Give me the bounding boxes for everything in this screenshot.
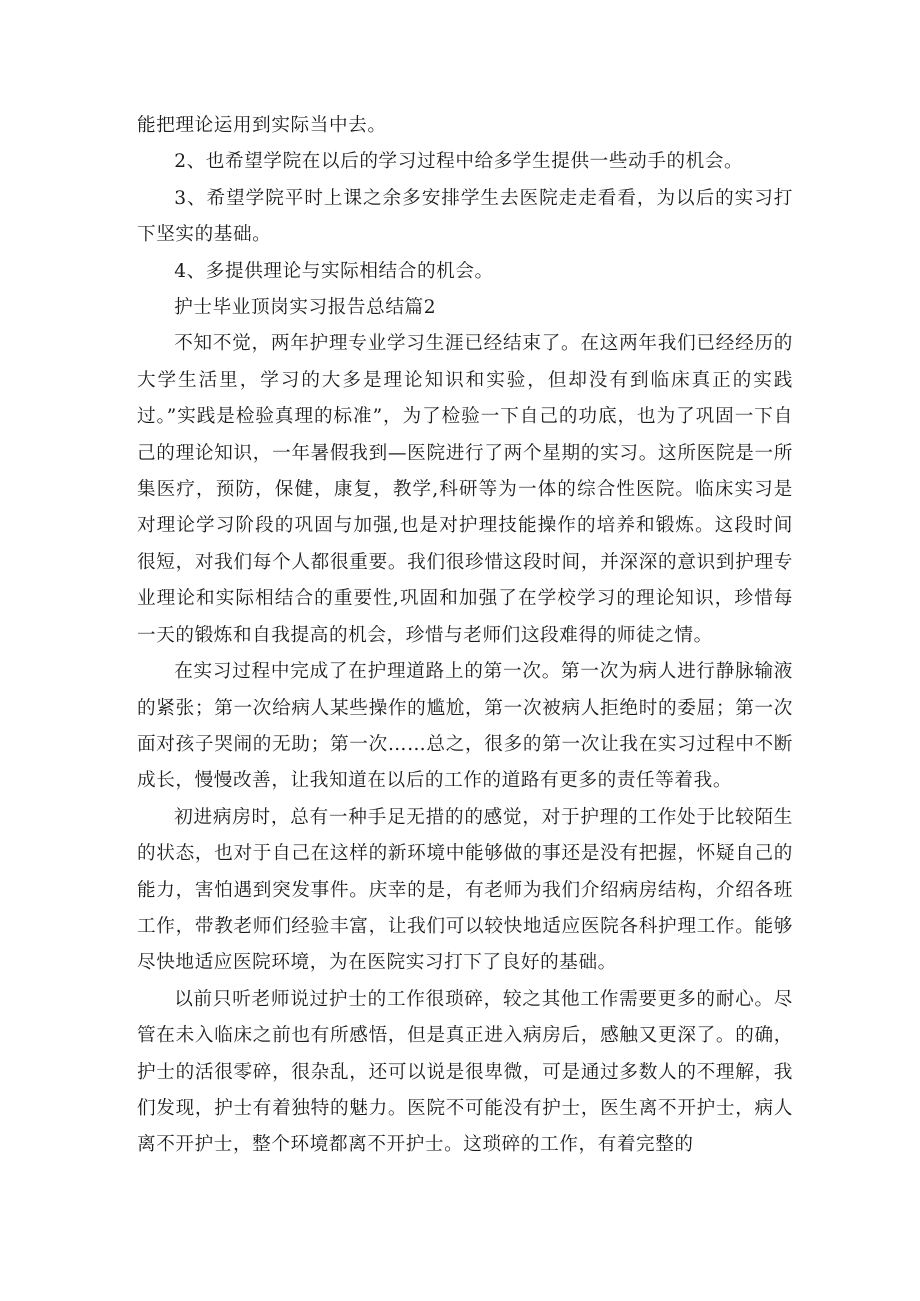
paragraph-intro: 不知不觉，两年护理专业学习生涯已经结束了。在这两年我们已经经历的大学生活里，学习的大多是理论知识和实验，但却没有到临床真正的实践过。”实践是检验真理的标准”，为了检验一下自己的功底，也为了巩固一下自己的理论知识，一年暑假我到—医院进行了两个星期的实习。这所医院是一所集医疗，预防，保健，康复，教学,科研等为一体的综合性医院。临床实习是对理论学习阶段的巩固与加强,也是对护理技能操作的培养和锻炼。这段时间很短，对我们每个人都很重要。我们很珍惜这段时间，并深深的意识到护理专业理论和实际相结合的重要性,巩固和加强了在学校学习的理论知识，珍惜每一天的锻炼和自我提高的机会，珍惜与老师们这段难得的师徒之情。: [137, 333, 793, 646]
paragraph-first-times: 在实习过程中完成了在护理道路上的第一次。第一次为病人进行静脉输液的紧张；第一次给病人某些操作的尴尬，第一次被病人拒绝时的委屈；第一次面对孩子哭闹的无助；第一次……总之，很多的第一次让我在实习过程中不断成长，慢慢改善，让我知道在以后的工作的道路有更多的责任等着我。: [137, 661, 793, 792]
paragraph-ward-entry: 初进病房时，总有一种手足无措的的感觉，对于护理的工作处于比较陌生的状态，也对于自己在这样的新环境中能够做的事还是没有把握，怀疑自己的能力，害怕遇到突发事件。庆幸的是，有老师为我们介绍病房结构，介绍各班工作，带教老师们经验丰富，让我们可以较快地适应医院各科护理工作。能够尽快地适应医院环境，为在医院实习打下了良好的基础。: [137, 806, 793, 974]
paragraph-item-4: 4、多提供理论与实际相结合的机会。: [174, 260, 494, 282]
document-body: [137, 108, 793, 1164]
section-heading: 护士毕业顶岗实习报告总结篇2: [174, 297, 437, 319]
paragraph-nurse-work: 以前只听老师说过护士的工作很琐碎，较之其他工作需要更多的耐心。尽管在未入临床之前也有所感悟，但是真正进入病房后，感触又更深了。的确，护士的活很零碎，很杂乱，还可以说是很卑微，可是通过多数人的不理解，我们发现，护士有着独特的魅力。医院不可能没有护士，医生离不开护士，病人离不开护士，整个环境都离不开护士。这琐碎的工作，有着完整的: [137, 988, 793, 1156]
paragraph-item-3: 3、希望学院平时上课之余多安排学生去医院走走看看，为以后的实习打下坚实的基础。: [137, 187, 793, 246]
paragraph-item-2: 2、也希望学院在以后的学习过程中给多学生提供一些动手的机会。: [174, 151, 744, 173]
paragraph-continuation: 能把理论运用到实际当中去。: [137, 115, 387, 136]
